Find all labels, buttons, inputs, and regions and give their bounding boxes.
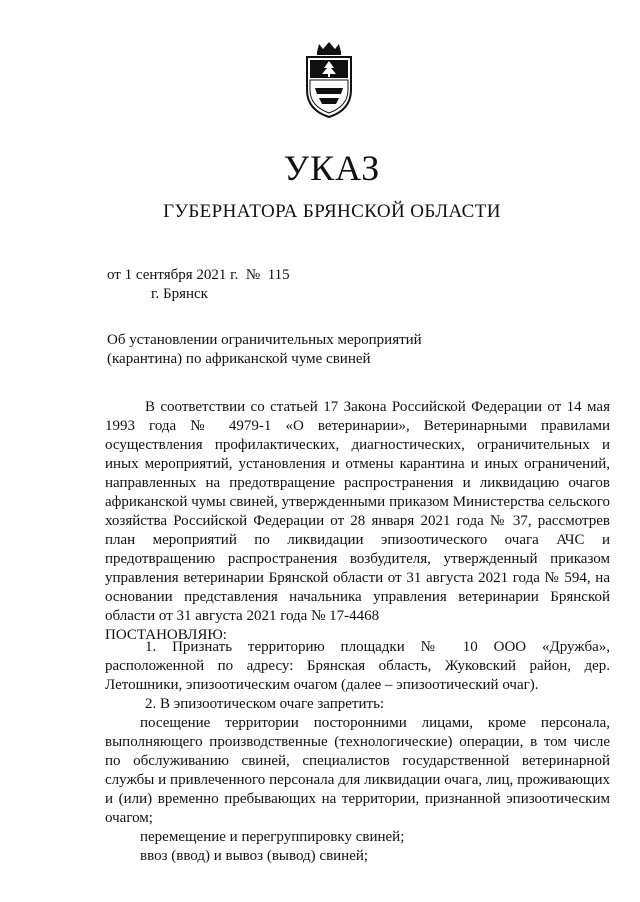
decree-word: ПОСТАНОВЛЯЮ: <box>105 627 227 643</box>
preamble-block <box>105 398 610 645</box>
subject-line: Об установлении ограничительных мероприятий <box>107 332 422 348</box>
prohibition-item: перемещение и перегруппировку свиней; <box>140 829 405 845</box>
coat-of-arms-icon <box>303 40 355 120</box>
decree-subject <box>107 331 422 369</box>
decree-items <box>105 638 610 866</box>
decree-item: 1. Признать территорию площадки № 10 ООО «Дружба», расположенной по адресу: Брянская область, Жуковский район, дер. Летошники, эпизоотическим очагом (далее – эпизоотический очаг). <box>105 639 610 693</box>
document-subtitle: ГУБЕРНАТОРА БРЯНСКОЙ ОБЛАСТИ <box>163 201 501 222</box>
preamble-paragraph: В соответствии со статьей 17 Закона Российской Федерации от 14 мая 1993 года № 4979-1 «О ветеринарии», Ветеринарными правилами осуществления профилактических, диагностических, ограничительных и иных мероприятий, установления и отмены карантина и иных ограничений, направленных на предотвращение распространения и ликвидацию очагов африканской чумы свиней, утвержденными приказом Министерства сельского хозяйства Российской Федерации от 28 января 2021 года № 37, рассмотрев план мероприятий по ликвидации эпизоотического очага АЧС и предотвращению распространения возбудителя, утвержденный приказом управления ветеринарии Брянской области от 31 августа 2021 года № 594, на основании представления начальника управления ветеринарии Брянской области от 31 августа 2021 года № 17-4468 <box>105 399 610 624</box>
subject-line: (карантина) по африканской чуме свиней <box>107 351 371 367</box>
date-number: от 1 сентября 2021 г. № 115 <box>107 267 290 283</box>
decree-item: 2. В эпизоотическом очаге запретить: <box>145 696 385 712</box>
city: г. Брянск <box>151 286 208 302</box>
prohibition-item: ввоз (ввод) и вывоз (вывод) свиней; <box>140 848 369 864</box>
prohibition-item: посещение территории посторонними лицами, кроме персонала, выполняющего производственные (технологические) операции, в том числе по обслуживанию свиней, специалистов государственной ветеринарной службы и привлеченного персонала для ликвидации очага, лиц, проживающих и (или) временно пребывающих на территории, признанной эпизоотическим очагом; <box>105 715 610 826</box>
document-title: УКАЗ <box>283 148 381 188</box>
